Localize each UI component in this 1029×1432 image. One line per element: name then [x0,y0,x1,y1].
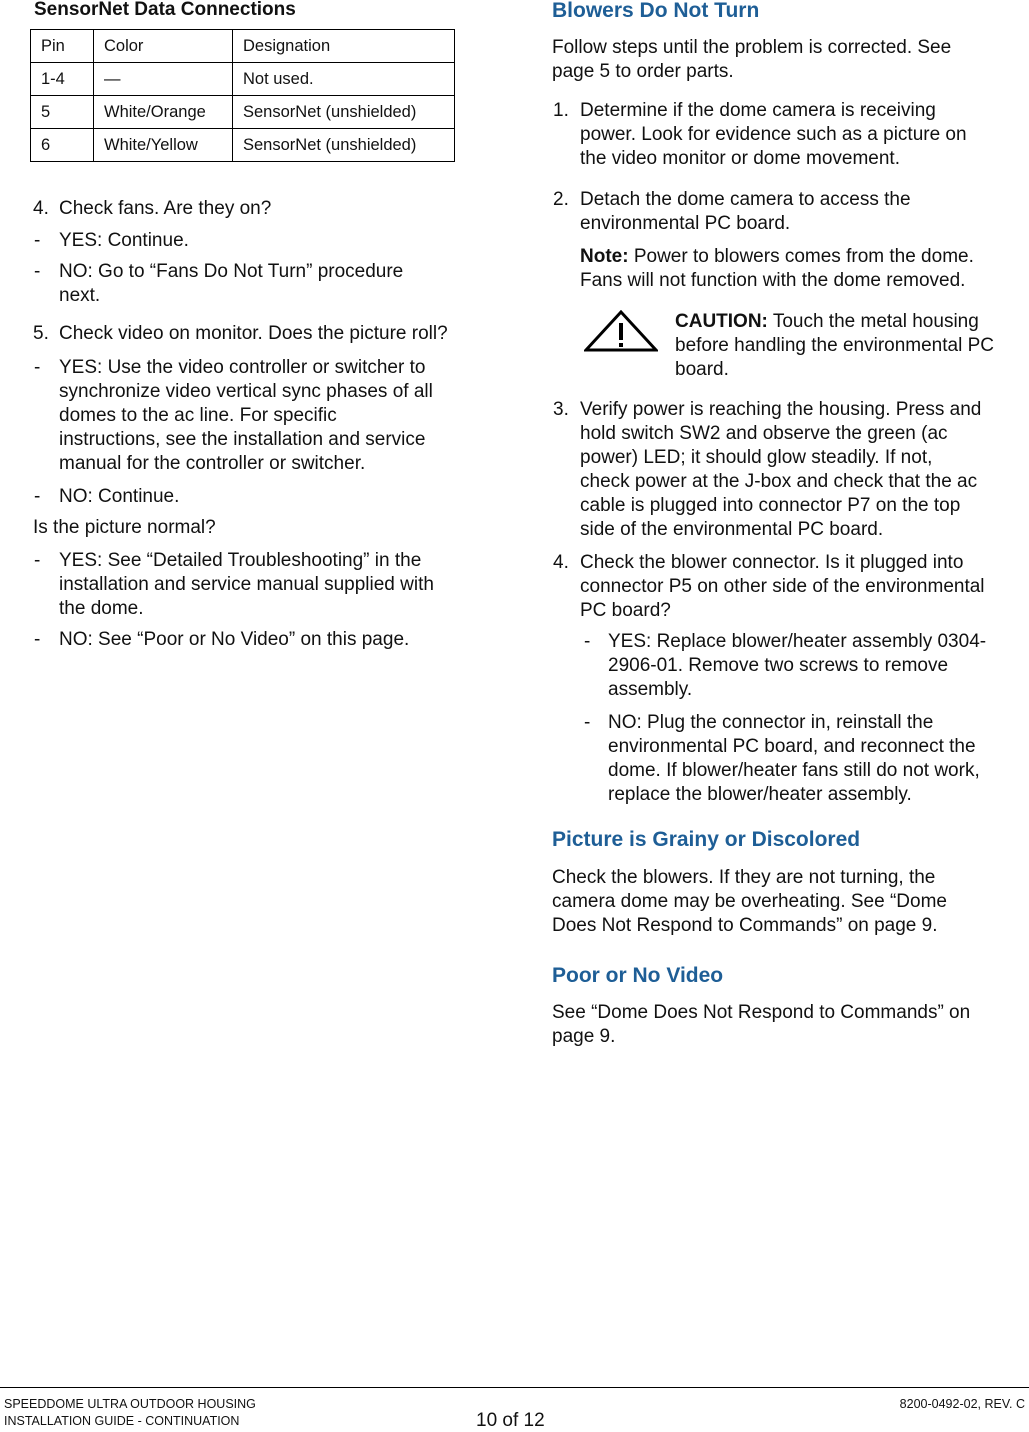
note-text: Power to blowers comes from the dome. [628,246,974,267]
step-text: Verify power is reaching the housing. Press and [580,399,982,420]
dash: - [34,550,41,571]
step-text: Check fans. Are they on? [59,198,272,219]
caution-line: board. [675,359,729,380]
paragraph-line: camera dome may be overheating. See “Dome [552,891,947,912]
caution-triangle-icon [584,310,658,352]
no-option-line: environmental PC board, and reconnect the [608,736,976,757]
step-text: hold switch SW2 and observe the green (ac [580,423,948,444]
table-row [31,96,455,129]
table-cell: SensorNet (unshielded) [233,96,455,129]
step-number: 2. [553,189,569,210]
step-text: connector P5 on other side of the environmental [580,576,985,597]
step-number: 4. [553,552,569,573]
no-option: NO: Go to “Fans Do Not Turn” procedure [59,261,404,282]
yes-option-line: manual for the controller or switcher. [59,453,366,474]
step-text: the video monitor or dome movement. [580,148,900,169]
page-number: 10 of 12 [476,1410,545,1431]
step-text: Detach the dome camera to access the [580,189,911,210]
caution-line [675,310,979,334]
no-option: next. [59,285,101,306]
yes-option-line: domes to the ac line. For specific [59,405,337,426]
section-heading: Poor or No Video [552,964,724,987]
section-heading: Picture is Grainy or Discolored [552,828,861,851]
table-cell: White/Yellow [94,129,233,162]
yes-option-line: installation and service manual supplied with [59,574,434,595]
no-option-line: replace the blower/heater assembly. [608,784,912,805]
yes-option-line: the dome. [59,598,144,619]
sensornet-table [30,29,455,162]
table-row [31,63,455,96]
table-row [31,129,455,162]
dash: - [34,230,41,251]
step-text: PC board? [580,600,671,621]
footer-doc-title: SPEEDDOME ULTRA OUTDOOR HOUSING [4,1397,256,1411]
no-option-line: dome. If blower/heater fans still do not work, [608,760,980,781]
table-cell: 6 [31,129,94,162]
caution-label: CAUTION: [675,311,768,332]
dash: - [34,261,41,282]
paragraph-line: Check the blowers. If they are not turning, the [552,867,936,888]
step-number: 3. [553,399,569,420]
step-number: 4. [33,198,49,219]
dash: - [34,357,41,378]
dash: - [34,629,41,650]
question: Is the picture normal? [33,517,216,538]
table-header-cell: Color [94,30,233,63]
no-option-line: NO: Plug the connector in, reinstall the [608,712,934,733]
yes-option-line: 2906-01. Remove two screws to remove [608,655,949,676]
table-cell: White/Orange [94,96,233,129]
dash: - [34,486,41,507]
table-cell: 5 [31,96,94,129]
step-text: power) LED; it should glow steadily. If not, [580,447,933,468]
step-number: 1. [553,100,569,121]
table-cell: SensorNet (unshielded) [233,129,455,162]
footer-doc-subtitle: INSTALLATION GUIDE - CONTINUATION [4,1414,240,1428]
step-text: environmental PC board. [580,213,791,234]
dash: - [584,631,591,652]
step-text: side of the environmental PC board. [580,519,884,540]
paragraph-line: See “Dome Does Not Respond to Commands” on [552,1002,971,1023]
yes-option-line: instructions, see the installation and service [59,429,426,450]
yes-option-line: YES: See “Detailed Troubleshooting” in the [59,550,422,571]
yes-option-line: synchronize video vertical sync phases of all [59,381,433,402]
no-option: NO: Continue. [59,486,180,507]
step-text: power. Look for evidence such as a picture on [580,124,967,145]
step-number: 5. [33,323,49,344]
footer-divider [0,1387,1029,1388]
caution-text: Touch the metal housing [767,311,979,332]
dash: - [584,712,591,733]
table-cell: 1-4 [31,63,94,96]
paragraph-line: Does Not Respond to Commands” on page 9. [552,915,938,936]
step-text: cable is plugged into connector P7 on the top [580,495,961,516]
paragraph-line: Follow steps until the problem is corrected. See [552,37,952,58]
paragraph-line: page 9. [552,1026,616,1047]
note-line: Fans will not function with the dome removed. [580,270,966,291]
table-title: SensorNet Data Connections [34,0,296,20]
table-header-row [31,30,455,63]
table-cell: — [94,63,233,96]
yes-option: YES: Continue. [59,230,189,251]
table-header-cell: Designation [233,30,455,63]
yes-option-line: YES: Use the video controller or switcher to [59,357,426,378]
table-cell: Not used. [233,63,455,96]
caution-line: before handling the environmental PC [675,335,994,356]
note-label: Note: [580,246,629,267]
table-header-cell: Pin [31,30,94,63]
step-text: Determine if the dome camera is receiving [580,100,936,121]
step-text: Check video on monitor. Does the picture roll? [59,323,448,344]
step-text: check power at the J-box and check that the ac [580,471,978,492]
yes-option-line: YES: Replace blower/heater assembly 0304- [608,631,987,652]
footer-doc-number: 8200-0492-02, REV. C [899,1397,1025,1411]
section-heading: Blowers Do Not Turn [552,0,760,22]
paragraph-line: page 5 to order parts. [552,61,734,82]
yes-option-line: assembly. [608,679,693,700]
note-line [580,245,974,269]
no-option: NO: See “Poor or No Video” on this page. [59,629,410,650]
step-text: Check the blower connector. Is it plugged into [580,552,964,573]
